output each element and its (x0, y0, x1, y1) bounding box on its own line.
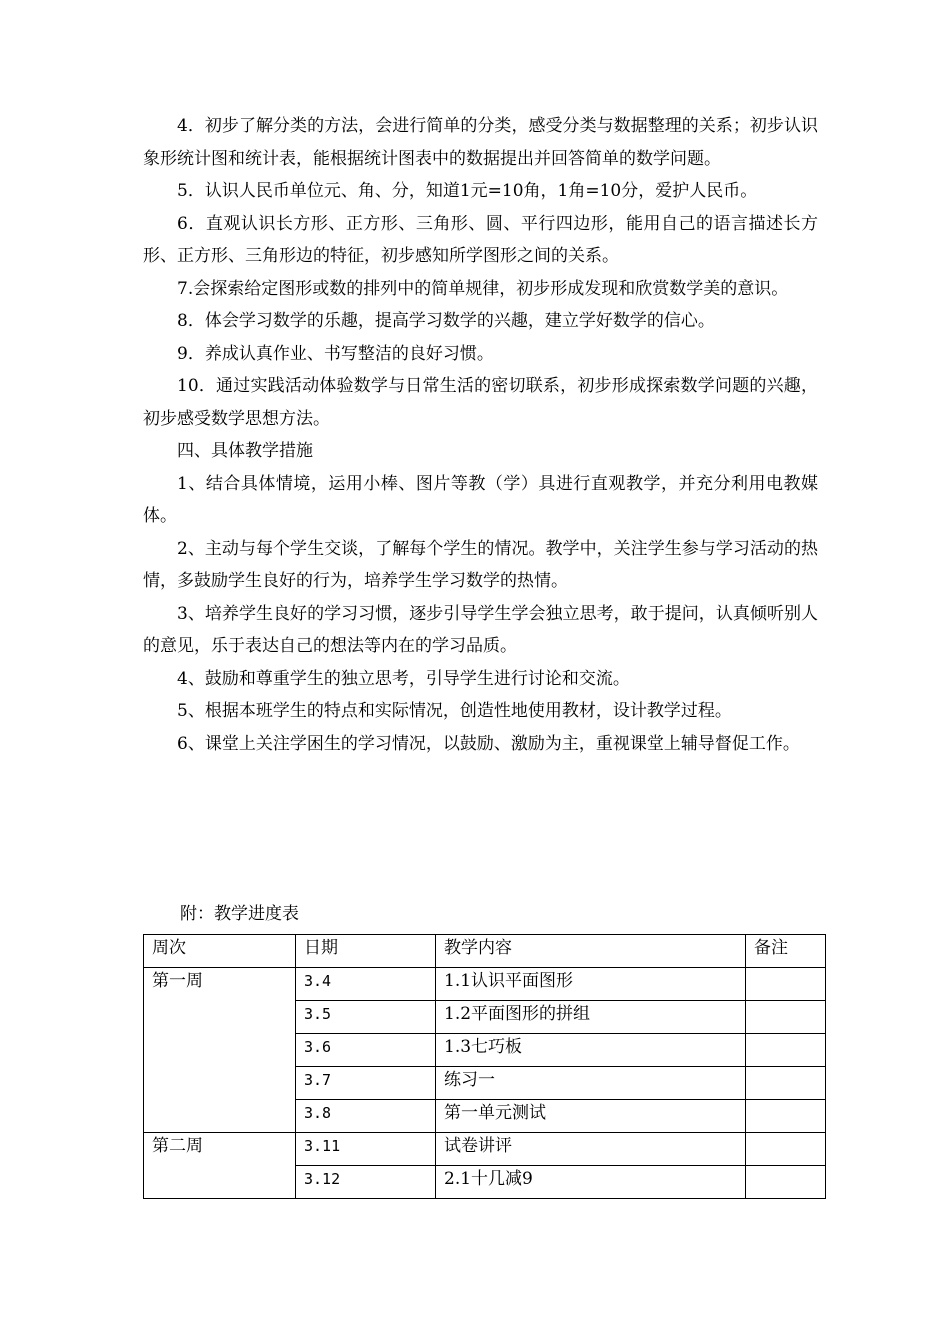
date-cell: 3.8 (296, 1100, 436, 1133)
table-row (144, 1133, 826, 1166)
content-cell: 1.3七巧板 (436, 1034, 746, 1067)
paragraph: 9．养成认真作业、书写整洁的良好习惯。 (177, 343, 494, 364)
note-cell (746, 1034, 826, 1067)
section-heading: 四、具体教学措施 (177, 441, 313, 461)
paragraph: 7.会探索给定图形或数的排列中的简单规律，初步形成发现和欣赏数学美的意识。 (177, 278, 789, 299)
paragraph: 6．直观认识长方形、正方形、三角形、圆、平行四边形，能用自己的语言描述长方形、正方形、三角形边的特征，初步感知所学图形之间的关系。 (143, 213, 818, 266)
week-cell: 第二周 (144, 1133, 296, 1199)
content-cell: 练习一 (436, 1067, 746, 1100)
schedule-table (143, 934, 826, 1199)
paragraph: 1、结合具体情境，运用小棒、图片等教（学）具进行直观教学，并充分利用电教媒体。 (143, 473, 818, 526)
date-cell: 3.4 (296, 968, 436, 1001)
paragraph: 5、根据本班学生的特点和实际情况，创造性地使用教材，设计教学过程。 (177, 701, 732, 721)
date-cell: 3.7 (296, 1067, 436, 1100)
content-cell: 1.2平面图形的拼组 (436, 1001, 746, 1034)
body-text (143, 110, 818, 760)
content-cell: 第一单元测试 (436, 1100, 746, 1133)
note-cell (746, 1133, 826, 1166)
paragraph: 5．认识人民币单位元、角、分，知道1元=10角，1角=10分，爱护人民币。 (177, 181, 758, 201)
header-week: 周次 (144, 935, 296, 968)
content-cell: 1.1认识平面图形 (436, 968, 746, 1001)
paragraph: 4、鼓励和尊重学生的独立思考，引导学生进行讨论和交流。 (177, 668, 630, 689)
date-cell: 3.5 (296, 1001, 436, 1034)
appendix-title: 附：教学进度表 (180, 904, 299, 924)
note-cell (746, 1166, 826, 1199)
header-content: 教学内容 (436, 935, 746, 968)
content-cell: 2.1十几减9 (436, 1166, 746, 1199)
paragraph: 8．体会学习数学的乐趣，提高学习数学的兴趣，建立学好数学的信心。 (177, 311, 715, 331)
paragraph: 3、培养学生良好的学习习惯，逐步引导学生学会独立思考，敢于提问，认真倾听别人的意见，乐于表达自己的想法等内在的学习品质。 (143, 603, 818, 656)
paragraph: 10．通过实践活动体验数学与日常生活的密切联系，初步形成探索数学问题的兴趣，初步感受数学思想方法。 (143, 376, 818, 429)
content-cell: 试卷讲评 (436, 1133, 746, 1166)
note-cell (746, 1067, 826, 1100)
note-cell (746, 1100, 826, 1133)
date-cell: 3.12 (296, 1166, 436, 1199)
paragraph: 2、主动与每个学生交谈，了解每个学生的情况。教学中，关注学生参与学习活动的热情，多鼓励学生良好的行为，培养学生学习数学的热情。 (143, 538, 818, 591)
table-row (144, 968, 826, 1001)
paragraph: 6、课堂上关注学困生的学习情况，以鼓励、激励为主，重视课堂上辅导督促工作。 (177, 733, 800, 754)
header-date: 日期 (296, 935, 436, 968)
paragraph: 4．初步了解分类的方法，会进行简单的分类，感受分类与数据整理的关系；初步认识象形统计图和统计表，能根据统计图表中的数据提出并回答简单的数学问题。 (143, 116, 818, 169)
date-cell: 3.6 (296, 1034, 436, 1067)
note-cell (746, 968, 826, 1001)
week-cell: 第一周 (144, 968, 296, 1133)
table-header-row (144, 935, 826, 968)
header-note: 备注 (746, 935, 826, 968)
date-cell: 3.11 (296, 1133, 436, 1166)
note-cell (746, 1001, 826, 1034)
